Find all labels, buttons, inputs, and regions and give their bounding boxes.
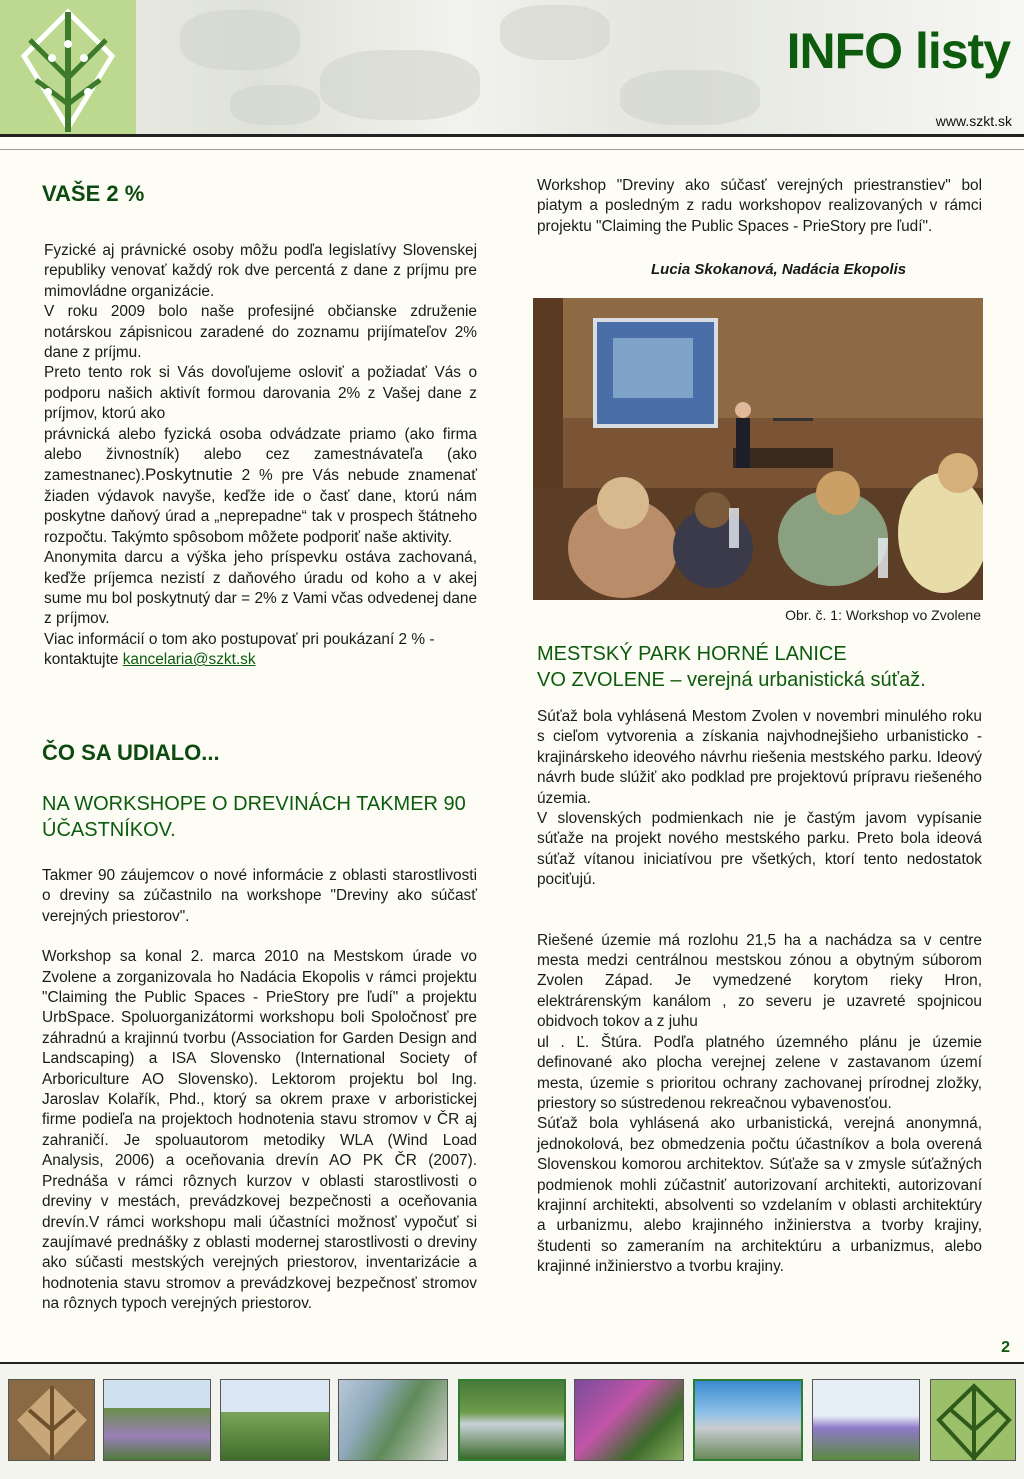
paragraph-text-large: Poskytnutie — [144, 465, 233, 485]
park-thumbnail — [574, 1379, 684, 1461]
paragraph: Riešené územie má rozlohu 21,5 ha a nachádza sa v centre mesta medzi centrálnou mestskou zónou a obytným súborom Zvolen Západ. Je vymedzené korytom rieky Hron, elektrárenským kanálom , zo severu je uzavreté spojnicou obidvoch tokov a z juhu — [537, 931, 982, 1031]
paragraph: Takmer 90 záujemcov o nové informácie z oblasti starostlivosti o dreviny sa zúčastnilo na workshope "Dreviny ako súčasť verejných priestorov". — [42, 867, 477, 925]
paragraph-text: 2 % pre Vás nebude znamenať žiaden výdavok navyše, keďže ide o časť dane, ktorú nám poskytne daňový úrad a „neprepadne“ tak v prospech štátneho rozpočtu. Takýmto spôsobom môžete podporiť naše aktivity. — [44, 467, 477, 546]
logo-thumbnail-green — [930, 1379, 1016, 1461]
page-header — [0, 0, 1024, 134]
article-heading-line: VO ZVOLENE – verejná urbanistická súťaž. — [537, 669, 926, 691]
header-rule-thin — [0, 149, 1024, 150]
paragraph: V roku 2009 bolo naše profesijné občianske združenie notárskou zápisnicou zaradené do zoznamu prijímateľov 2% dane z príjmu. — [44, 303, 477, 362]
paragraph: Workshop sa konal 2. marca 2010 na Mestskom úrade vo Zvolene a zorganizovala ho Nadácia Ekopolis v rámci projektu "Claiming the Public Spaces - PrieStory pre ľudí" a projektu UrbSpace. Spoluorganizátormi workshopu boli Spoločnosť pre záhradnú a krajinnú tvorbu (Association for Garden Design and Landscaping) a ISA Slovensko (International Society of Arboriculture AO Slovensko). Lektorom projektu bol Ing. Jaroslav Kolařík, Phd., ktorý sa okrem praxe v arboristickej firme podieľa na projektoch hodnotenia stavu stromov v ČR aj zahraničí. Je spoluautorom metodiky WLA (Wind Load Analysis, 2006) a oceňovania drevín AO PK ČR (2007). Prednáša v rámci rôznych kurzov v oblasti starostlivosti o dreviny v mestách, prevádzkovej bezpečnosti a oceňovania drevín.V rámci workshopu mali účastníci možnosť vypočuť si zaujímavé prednášky z oblasti modernej starostlivosti o dreviny ako súčasti mestských verejných priestorov, inventarizácie a hodnotenia stavu stromov a prevádzkovej bezpečnosť stromov na rôznych typoch verejných priestorov. — [42, 948, 477, 1313]
section-title-events: ČO SA UDIALO... — [42, 740, 220, 765]
photo-caption: Obr. č. 1: Workshop vo Zvolene — [785, 607, 981, 623]
article-author: Lucia Skokanová, Nadácia Ekopolis — [651, 261, 907, 278]
article-workshop — [42, 866, 477, 1315]
paragraph-text: právnická alebo fyzická osoba odvádzate priamo (ako firma alebo živnostník) alebo cez zamestnávateľa (ako zamestnanec). — [44, 425, 477, 485]
header-rule — [0, 134, 1024, 137]
paragraph: Anonymita darcu a výška jeho príspevku ostáva zachovaná, keďže príjemca nezistí z daňového úradu od koho a v akej sume mu bol poskytnutý dar = 2% z Vami včas odvedenej dane z príjmov. — [44, 549, 477, 628]
article-2-percent — [44, 241, 477, 671]
article-heading-park — [537, 641, 997, 693]
paragraph: ul . Ľ. Štúra. Podľa platného územného plánu je územie definované ako plocha verejnej zelene v zastavanom území mesta, územie s prioritou ochrany zachovanej prírodnej zložky, priestory so sústredenou rekreačnou vybavenosťou. — [537, 1033, 982, 1112]
article-heading-line: MESTSKÝ PARK HORNÉ LANICE — [537, 643, 847, 665]
article-workshop-continued — [537, 176, 982, 237]
email-link[interactable]: kancelaria@szkt.sk — [122, 651, 256, 669]
article-park — [537, 707, 982, 1278]
paragraph: V slovenských podmienkach nie je častým javom vypísanie súťaže na projekt nového mestského parku. Preto bola ideová súťaž vítanou iniciatívou pre všetkých, ktorí tento nedostatok pociťujú. — [537, 810, 982, 889]
park-thumbnail — [458, 1379, 566, 1461]
paragraph-text: Viac informácií o tom ako postupovať pri poukázaní 2 % - kontaktujte — [44, 630, 435, 669]
szkt-logo — [0, 0, 136, 134]
paragraph: Workshop "Dreviny ako súčasť verejných priestranstiev" bol piatym a posledným z radu workshopov realizovaných v rámci projektu "Claiming the Public Spaces - PrieStory pre ľudí". — [537, 177, 982, 235]
park-thumbnail — [220, 1379, 330, 1461]
page-number: 2 — [1001, 1339, 1010, 1356]
article-heading-workshop: NA WORKSHOPE O DREVINÁCH TAKMER 90 ÚČASTNÍKOV. — [42, 793, 466, 841]
paragraph: Súťaž bola vyhlásená Mestom Zvolen v novembri minulého roku s cieľom vytvorenia a získania najvhodnejšieho urbanisticko - krajinárskeho ideového návrhu riešenia mestského parku. Ideový návrh bude slúžiť ako podklad pre projektovú prípravu riešeného územia. — [537, 708, 982, 807]
paragraph: Preto tento rok si Vás dovoľujeme osloviť a požiadať Vás o podporu našich aktivít formou darovania 2% z Vašej dane z príjmov, ktorú ako — [44, 364, 477, 423]
workshop-photo — [533, 298, 983, 600]
park-thumbnail — [693, 1379, 803, 1461]
page-title: INFO listy — [786, 23, 1010, 79]
logo-thumbnail-brown — [8, 1379, 95, 1461]
paragraph: Súťaž bola vyhlásená ako urbanistická, verejná anonymná, jednokolová, bez obmedzenia počtu účastníkov a bola overená Slovenskou komorou architektov. Súťaže sa v zmysle súťažných podmienok mohli zúčastniť autorizovaní architekti, autorizovaní krajinní architekti, absolventi so vzdelaním v oblasti architektúry a urbanizmu, alebo krajinného inžinierstva a tvorby krajiny, študenti so zameraním na architektúru a urbanizmus, alebo krajinné inžinierstvo a tvorbu krajiny. — [537, 1115, 982, 1276]
park-thumbnail — [338, 1379, 448, 1461]
paragraph — [44, 630, 477, 671]
paragraph: Fyzické aj právnické osoby môžu podľa legislatívy Slovenskej republiky venovať každý rok dve percentá z dane z príjmu pre mimovládne organizácie. — [44, 242, 477, 300]
paragraph — [44, 425, 477, 548]
park-thumbnail — [812, 1379, 920, 1461]
website-link[interactable]: www.szkt.sk — [935, 113, 1012, 129]
park-thumbnail — [103, 1379, 211, 1461]
section-title-2-percent: VAŠE 2 % — [42, 181, 145, 206]
